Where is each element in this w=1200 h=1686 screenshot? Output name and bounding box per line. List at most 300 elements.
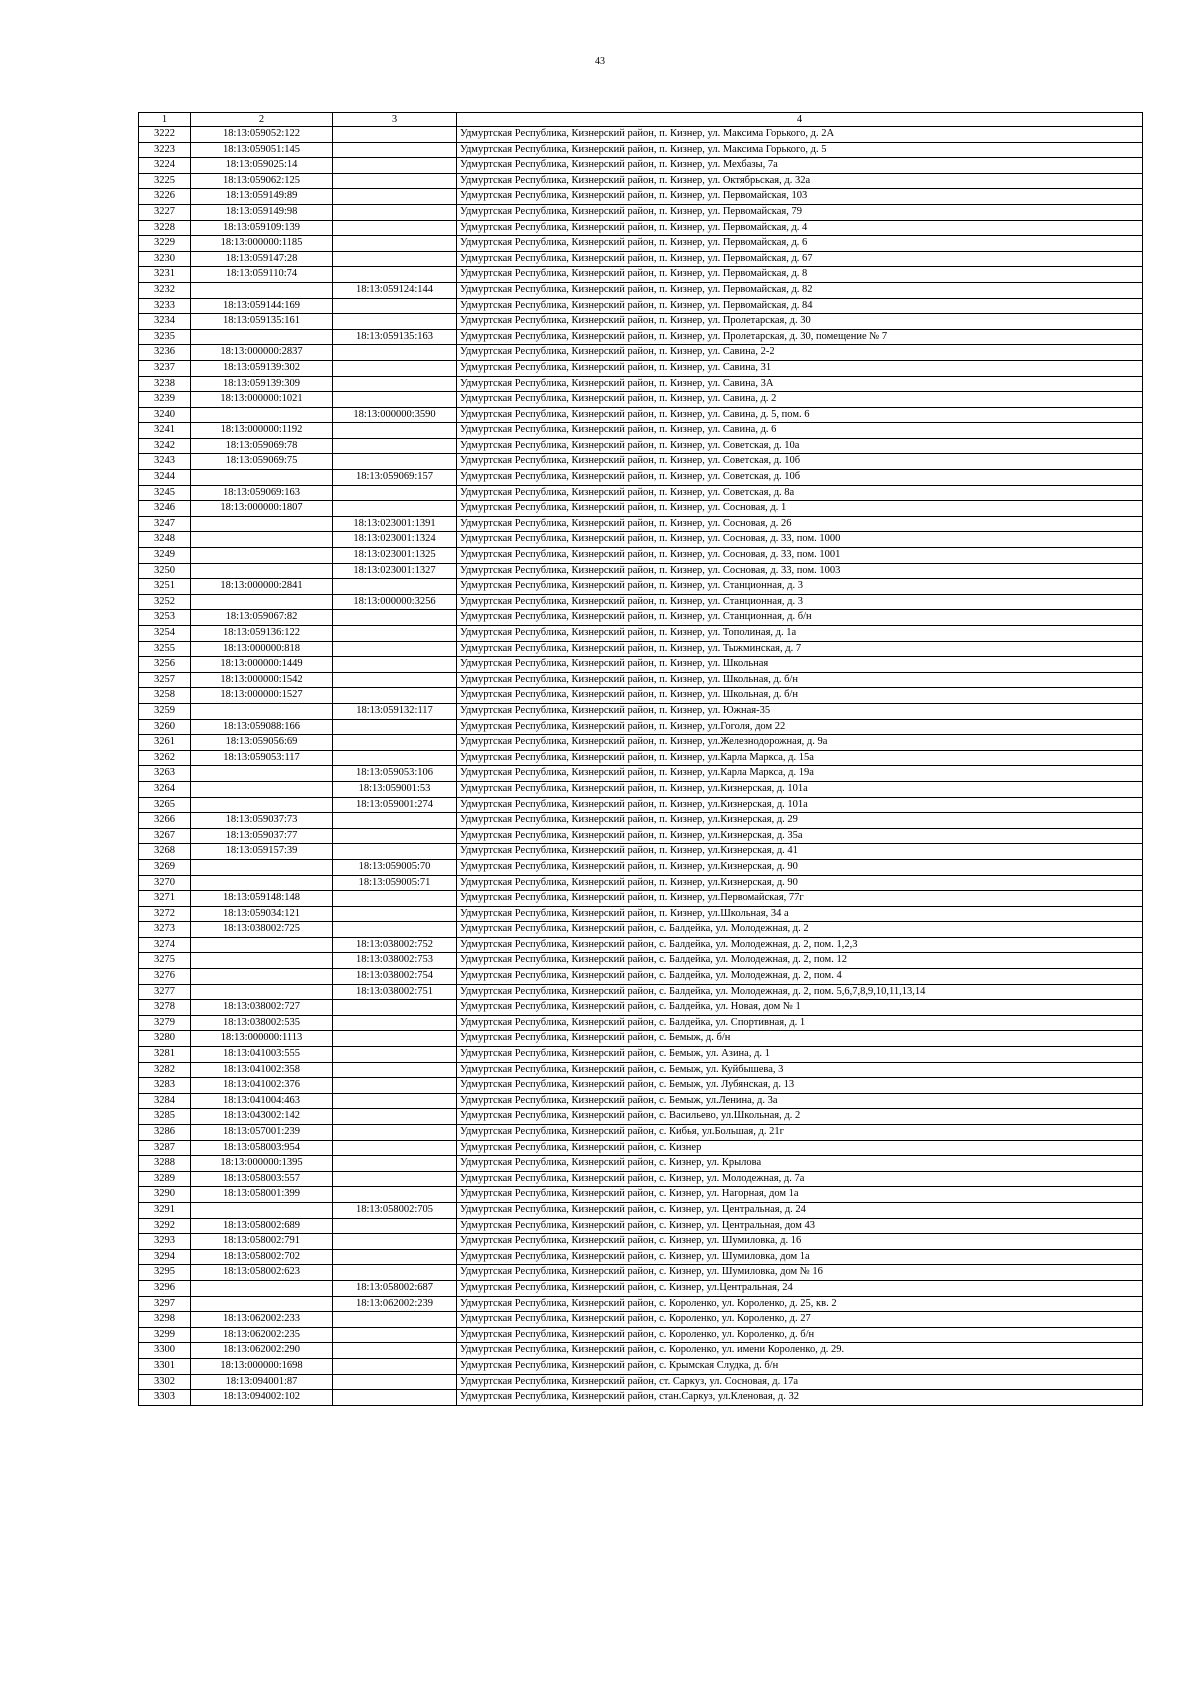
address-cell: Удмуртская Республика, Кизнерский район, с. Кизнер, ул. Шумиловка, д. 16 bbox=[457, 1234, 1143, 1250]
address-cell: Удмуртская Республика, Кизнерский район, п. Кизнер, ул. Сосновая, д. 33, пом. 1000 bbox=[457, 532, 1143, 548]
table-row bbox=[139, 797, 1143, 813]
table-row bbox=[139, 501, 1143, 517]
table-row bbox=[139, 548, 1143, 564]
cadastral-number-land-cell bbox=[191, 969, 333, 985]
cadastral-number-building-cell bbox=[333, 844, 457, 860]
table-row bbox=[139, 859, 1143, 875]
table-row bbox=[139, 844, 1143, 860]
cadastral-number-land-cell: 18:13:000000:818 bbox=[191, 641, 333, 657]
cadastral-number-building-cell bbox=[333, 438, 457, 454]
cadastral-number-land-cell: 18:13:058002:623 bbox=[191, 1265, 333, 1281]
table-row bbox=[139, 766, 1143, 782]
cadastral-number-land-cell: 18:13:059025:14 bbox=[191, 158, 333, 174]
address-cell: Удмуртская Республика, Кизнерский район, п. Кизнер, ул. Первомайская, д. 8 bbox=[457, 267, 1143, 283]
cadastral-number-building-cell: 18:13:059001:53 bbox=[333, 781, 457, 797]
cadastral-number-land-cell: 18:13:094001:87 bbox=[191, 1374, 333, 1390]
table-row bbox=[139, 594, 1143, 610]
cadastral-number-building-cell bbox=[333, 267, 457, 283]
address-cell: Удмуртская Республика, Кизнерский район, п. Кизнер, ул. Сосновая, д. 33, пом. 1001 bbox=[457, 548, 1143, 564]
table-row bbox=[139, 953, 1143, 969]
table-row bbox=[139, 267, 1143, 283]
address-cell: Удмуртская Республика, Кизнерский район, п. Кизнер, ул. Сосновая, д. 1 bbox=[457, 501, 1143, 517]
row-number-cell: 3269 bbox=[139, 859, 191, 875]
table-row bbox=[139, 329, 1143, 345]
cadastral-number-building-cell bbox=[333, 688, 457, 704]
address-cell: Удмуртская Республика, Кизнерский район, п. Кизнер, ул. Первомайская, д. 82 bbox=[457, 282, 1143, 298]
address-cell: Удмуртская Республика, Кизнерский район, п. Кизнер, ул. Сосновая, д. 26 bbox=[457, 516, 1143, 532]
table-row bbox=[139, 251, 1143, 267]
row-number-cell: 3270 bbox=[139, 875, 191, 891]
row-number-cell: 3258 bbox=[139, 688, 191, 704]
cadastral-number-land-cell: 18:13:000000:1113 bbox=[191, 1031, 333, 1047]
row-number-cell: 3301 bbox=[139, 1358, 191, 1374]
cadastral-number-building-cell bbox=[333, 1358, 457, 1374]
row-number-cell: 3227 bbox=[139, 204, 191, 220]
table-row bbox=[139, 579, 1143, 595]
cadastral-number-land-cell: 18:13:059051:145 bbox=[191, 142, 333, 158]
cadastral-number-land-cell: 18:13:058002:702 bbox=[191, 1249, 333, 1265]
row-number-cell: 3295 bbox=[139, 1265, 191, 1281]
cadastral-number-land-cell: 18:13:059147:28 bbox=[191, 251, 333, 267]
row-number-cell: 3281 bbox=[139, 1047, 191, 1063]
table-row bbox=[139, 1343, 1143, 1359]
cadastral-number-land-cell: 18:13:059052:122 bbox=[191, 127, 333, 143]
cadastral-number-land-cell: 18:13:059136:122 bbox=[191, 626, 333, 642]
cadastral-number-land-cell bbox=[191, 594, 333, 610]
cadastral-number-land-cell: 18:13:000000:1192 bbox=[191, 423, 333, 439]
cadastral-number-land-cell bbox=[191, 282, 333, 298]
column-header-3: 3 bbox=[333, 113, 457, 127]
cadastral-number-building-cell bbox=[333, 158, 457, 174]
cadastral-number-land-cell: 18:13:038002:725 bbox=[191, 922, 333, 938]
address-cell: Удмуртская Республика, Кизнерский район, с. Кизнер, ул.Центральная, 24 bbox=[457, 1280, 1143, 1296]
table-row bbox=[139, 1093, 1143, 1109]
address-cell: Удмуртская Республика, Кизнерский район, п. Кизнер, ул. Савина, д. 6 bbox=[457, 423, 1143, 439]
address-cell: Удмуртская Республика, Кизнерский район, п. Кизнер, ул. Тыжминская, д. 7 bbox=[457, 641, 1143, 657]
row-number-cell: 3300 bbox=[139, 1343, 191, 1359]
cadastral-number-building-cell bbox=[333, 127, 457, 143]
cadastral-number-building-cell: 18:13:038002:753 bbox=[333, 953, 457, 969]
cadastral-number-building-cell: 18:13:038002:751 bbox=[333, 984, 457, 1000]
cadastral-number-building-cell: 18:13:000000:3256 bbox=[333, 594, 457, 610]
cadastral-number-building-cell: 18:13:059132:117 bbox=[333, 703, 457, 719]
table-row bbox=[139, 735, 1143, 751]
table-row bbox=[139, 906, 1143, 922]
cadastral-number-land-cell: 18:13:000000:1185 bbox=[191, 236, 333, 252]
row-number-cell: 3260 bbox=[139, 719, 191, 735]
address-cell: Удмуртская Республика, Кизнерский район, с. Кизнер, ул. Центральная, д. 24 bbox=[457, 1202, 1143, 1218]
cadastral-number-building-cell bbox=[333, 1234, 457, 1250]
cadastral-number-building-cell bbox=[333, 922, 457, 938]
row-number-cell: 3287 bbox=[139, 1140, 191, 1156]
cadastral-number-building-cell bbox=[333, 735, 457, 751]
cadastral-number-land-cell bbox=[191, 953, 333, 969]
cadastral-number-building-cell bbox=[333, 501, 457, 517]
table-row bbox=[139, 1280, 1143, 1296]
cadastral-number-land-cell: 18:13:058002:791 bbox=[191, 1234, 333, 1250]
cadastral-number-building-cell: 18:13:038002:752 bbox=[333, 937, 457, 953]
table-row bbox=[139, 922, 1143, 938]
table-row bbox=[139, 781, 1143, 797]
cadastral-number-land-cell bbox=[191, 329, 333, 345]
cadastral-number-land-cell: 18:13:059056:69 bbox=[191, 735, 333, 751]
cadastral-number-building-cell: 18:13:023001:1391 bbox=[333, 516, 457, 532]
cadastral-number-land-cell: 18:13:059139:309 bbox=[191, 376, 333, 392]
cadastral-number-land-cell: 18:13:059088:166 bbox=[191, 719, 333, 735]
address-cell: Удмуртская Республика, Кизнерский район, с. Короленко, ул. Короленко, д. 27 bbox=[457, 1312, 1143, 1328]
cadastral-number-land-cell bbox=[191, 548, 333, 564]
row-number-cell: 3252 bbox=[139, 594, 191, 610]
address-cell: Удмуртская Республика, Кизнерский район, п. Кизнер, ул. Пролетарская, д. 30 bbox=[457, 314, 1143, 330]
row-number-cell: 3262 bbox=[139, 750, 191, 766]
row-number-cell: 3278 bbox=[139, 1000, 191, 1016]
row-number-cell: 3275 bbox=[139, 953, 191, 969]
address-cell: Удмуртская Республика, Кизнерский район, п. Кизнер, ул.Кизнерская, д. 35а bbox=[457, 828, 1143, 844]
table-row bbox=[139, 813, 1143, 829]
table-row bbox=[139, 610, 1143, 626]
address-cell: Удмуртская Республика, Кизнерский район, с. Балдейка, ул. Молодежная, д. 2, пом. 5,6,7,8,9,10,11,13,14 bbox=[457, 984, 1143, 1000]
row-number-cell: 3251 bbox=[139, 579, 191, 595]
table-row bbox=[139, 516, 1143, 532]
row-number-cell: 3240 bbox=[139, 407, 191, 423]
row-number-cell: 3280 bbox=[139, 1031, 191, 1047]
cadastral-number-land-cell bbox=[191, 875, 333, 891]
table-row bbox=[139, 984, 1143, 1000]
address-cell: Удмуртская Республика, Кизнерский район, с. Короленко, ул. Короленко, д. б/н bbox=[457, 1327, 1143, 1343]
row-number-cell: 3284 bbox=[139, 1093, 191, 1109]
cadastral-number-building-cell bbox=[333, 1000, 457, 1016]
table-row bbox=[139, 688, 1143, 704]
table-row bbox=[139, 1109, 1143, 1125]
cadastral-number-land-cell: 18:13:058003:557 bbox=[191, 1171, 333, 1187]
table-row bbox=[139, 626, 1143, 642]
table-row bbox=[139, 532, 1143, 548]
cadastral-number-building-cell bbox=[333, 626, 457, 642]
address-cell: Удмуртская Республика, Кизнерский район, п. Кизнер, ул. Школьная, д. б/н bbox=[457, 672, 1143, 688]
cadastral-number-land-cell: 18:13:062002:235 bbox=[191, 1327, 333, 1343]
table-row bbox=[139, 969, 1143, 985]
cadastral-number-land-cell: 18:13:059109:139 bbox=[191, 220, 333, 236]
address-cell: Удмуртская Республика, Кизнерский район, п. Кизнер, ул. Первомайская, д. 67 bbox=[457, 251, 1143, 267]
address-cell: Удмуртская Республика, Кизнерский район, с. Балдейка, ул. Новая, дом № 1 bbox=[457, 1000, 1143, 1016]
address-cell: Удмуртская Республика, Кизнерский район, с. Бемыж, ул. Азина, д. 1 bbox=[457, 1047, 1143, 1063]
cadastral-number-land-cell: 18:13:058001:399 bbox=[191, 1187, 333, 1203]
cadastral-number-building-cell: 18:13:059005:71 bbox=[333, 875, 457, 891]
cadastral-number-land-cell bbox=[191, 703, 333, 719]
cadastral-number-land-cell: 18:13:059069:163 bbox=[191, 485, 333, 501]
address-cell: Удмуртская Республика, Кизнерский район, с. Кизнер, ул. Нагорная, дом 1а bbox=[457, 1187, 1143, 1203]
cadastral-number-building-cell bbox=[333, 1187, 457, 1203]
row-number-cell: 3232 bbox=[139, 282, 191, 298]
table-row bbox=[139, 376, 1143, 392]
table-row bbox=[139, 672, 1143, 688]
cadastral-number-building-cell bbox=[333, 610, 457, 626]
table-row bbox=[139, 1218, 1143, 1234]
table-body bbox=[139, 127, 1143, 1406]
cadastral-number-land-cell: 18:13:059139:302 bbox=[191, 360, 333, 376]
cadastral-number-land-cell: 18:13:059148:148 bbox=[191, 891, 333, 907]
address-cell: Удмуртская Республика, Кизнерский район, п. Кизнер, ул. Савина, 2-2 bbox=[457, 345, 1143, 361]
address-cell: Удмуртская Республика, Кизнерский район, с. Крымская Слудка, д. б/н bbox=[457, 1358, 1143, 1374]
column-header-1: 1 bbox=[139, 113, 191, 127]
cadastral-number-building-cell bbox=[333, 298, 457, 314]
address-cell: Удмуртская Республика, Кизнерский район, с. Короленко, ул. Короленко, д. 25, кв. 2 bbox=[457, 1296, 1143, 1312]
row-number-cell: 3245 bbox=[139, 485, 191, 501]
cadastral-number-land-cell: 18:13:041002:358 bbox=[191, 1062, 333, 1078]
cadastral-number-land-cell: 18:13:059037:73 bbox=[191, 813, 333, 829]
address-cell: Удмуртская Республика, Кизнерский район, п. Кизнер, ул. Октябрьская, д. 32а bbox=[457, 173, 1143, 189]
registry-table bbox=[138, 112, 1143, 1406]
table-row bbox=[139, 1234, 1143, 1250]
cadastral-number-building-cell bbox=[333, 813, 457, 829]
address-cell: Удмуртская Республика, Кизнерский район, п. Кизнер, ул. Школьная, д. б/н bbox=[457, 688, 1143, 704]
address-cell: Удмуртская Республика, Кизнерский район, п. Кизнер, ул.Карла Маркса, д. 15а bbox=[457, 750, 1143, 766]
row-number-cell: 3272 bbox=[139, 906, 191, 922]
cadastral-number-land-cell: 18:13:000000:1698 bbox=[191, 1358, 333, 1374]
cadastral-number-land-cell: 18:13:059053:117 bbox=[191, 750, 333, 766]
cadastral-number-land-cell: 18:13:041004:463 bbox=[191, 1093, 333, 1109]
address-cell: Удмуртская Республика, Кизнерский район, с. Балдейка, ул. Молодежная, д. 2 bbox=[457, 922, 1143, 938]
cadastral-number-land-cell: 18:13:059144:169 bbox=[191, 298, 333, 314]
address-cell: Удмуртская Республика, Кизнерский район, п. Кизнер, ул. Тополиная, д. 1а bbox=[457, 626, 1143, 642]
address-cell: Удмуртская Республика, Кизнерский район, стан.Саркуз, ул.Кленовая, д. 32 bbox=[457, 1390, 1143, 1406]
cadastral-number-land-cell bbox=[191, 766, 333, 782]
row-number-cell: 3271 bbox=[139, 891, 191, 907]
row-number-cell: 3291 bbox=[139, 1202, 191, 1218]
cadastral-number-land-cell: 18:13:062002:290 bbox=[191, 1343, 333, 1359]
cadastral-number-building-cell: 18:13:023001:1324 bbox=[333, 532, 457, 548]
cadastral-number-building-cell: 18:13:038002:754 bbox=[333, 969, 457, 985]
row-number-cell: 3265 bbox=[139, 797, 191, 813]
cadastral-number-land-cell: 18:13:000000:1449 bbox=[191, 657, 333, 673]
row-number-cell: 3242 bbox=[139, 438, 191, 454]
cadastral-number-land-cell bbox=[191, 797, 333, 813]
cadastral-number-land-cell: 18:13:059062:125 bbox=[191, 173, 333, 189]
cadastral-number-building-cell: 18:13:059124:144 bbox=[333, 282, 457, 298]
table-row bbox=[139, 204, 1143, 220]
cadastral-number-building-cell bbox=[333, 1109, 457, 1125]
cadastral-number-building-cell: 18:13:059005:70 bbox=[333, 859, 457, 875]
row-number-cell: 3292 bbox=[139, 1218, 191, 1234]
cadastral-number-land-cell: 18:13:059149:98 bbox=[191, 204, 333, 220]
table-row bbox=[139, 298, 1143, 314]
row-number-cell: 3228 bbox=[139, 220, 191, 236]
address-cell: Удмуртская Республика, Кизнерский район, п. Кизнер, ул.Железнодорожная, д. 9а bbox=[457, 735, 1143, 751]
cadastral-number-building-cell bbox=[333, 828, 457, 844]
row-number-cell: 3230 bbox=[139, 251, 191, 267]
row-number-cell: 3231 bbox=[139, 267, 191, 283]
address-cell: Удмуртская Республика, Кизнерский район, с. Кибья, ул.Большая, д. 21г bbox=[457, 1125, 1143, 1141]
address-cell: Удмуртская Республика, Кизнерский район, с. Балдейка, ул. Молодежная, д. 2, пом. 1,2,3 bbox=[457, 937, 1143, 953]
cadastral-number-land-cell: 18:13:000000:2837 bbox=[191, 345, 333, 361]
address-cell: Удмуртская Республика, Кизнерский район, п. Кизнер, ул. Мехбазы, 7а bbox=[457, 158, 1143, 174]
address-cell: Удмуртская Республика, Кизнерский район, п. Кизнер, ул.Кизнерская, д. 90 bbox=[457, 875, 1143, 891]
table-row bbox=[139, 1125, 1143, 1141]
address-cell: Удмуртская Республика, Кизнерский район, с. Бемыж, ул. Куйбышева, 3 bbox=[457, 1062, 1143, 1078]
row-number-cell: 3239 bbox=[139, 392, 191, 408]
cadastral-number-land-cell: 18:13:038002:727 bbox=[191, 1000, 333, 1016]
cadastral-number-building-cell: 18:13:059001:274 bbox=[333, 797, 457, 813]
row-number-cell: 3222 bbox=[139, 127, 191, 143]
table-row bbox=[139, 485, 1143, 501]
address-cell: Удмуртская Республика, Кизнерский район, с. Кизнер, ул. Крылова bbox=[457, 1156, 1143, 1172]
header-row bbox=[139, 113, 1143, 127]
cadastral-number-building-cell bbox=[333, 423, 457, 439]
address-cell: Удмуртская Республика, Кизнерский район, п. Кизнер, ул.Кизнерская, д. 90 bbox=[457, 859, 1143, 875]
address-cell: Удмуртская Республика, Кизнерский район, с. Кизнер, ул. Шумиловка, дом № 16 bbox=[457, 1265, 1143, 1281]
cadastral-number-land-cell bbox=[191, 859, 333, 875]
cadastral-number-land-cell: 18:13:000000:1527 bbox=[191, 688, 333, 704]
address-cell: Удмуртская Республика, Кизнерский район, п. Кизнер, ул. Савина, д. 2 bbox=[457, 392, 1143, 408]
table-row bbox=[139, 236, 1143, 252]
address-cell: Удмуртская Республика, Кизнерский район, п. Кизнер, ул.Кизнерская, д. 41 bbox=[457, 844, 1143, 860]
cadastral-number-building-cell bbox=[333, 485, 457, 501]
cadastral-number-building-cell bbox=[333, 1312, 457, 1328]
table-row bbox=[139, 1171, 1143, 1187]
address-cell: Удмуртская Республика, Кизнерский район, с. Васильево, ул.Школьная, д. 2 bbox=[457, 1109, 1143, 1125]
address-cell: Удмуртская Республика, Кизнерский район, п. Кизнер, ул. Советская, д. 10б bbox=[457, 454, 1143, 470]
address-cell: Удмуртская Республика, Кизнерский район, п. Кизнер, ул. Савина, д. 5, пом. 6 bbox=[457, 407, 1143, 423]
cadastral-number-land-cell: 18:13:000000:1395 bbox=[191, 1156, 333, 1172]
column-header-4: 4 bbox=[457, 113, 1143, 127]
row-number-cell: 3296 bbox=[139, 1280, 191, 1296]
row-number-cell: 3298 bbox=[139, 1312, 191, 1328]
row-number-cell: 3274 bbox=[139, 937, 191, 953]
row-number-cell: 3223 bbox=[139, 142, 191, 158]
table-row bbox=[139, 189, 1143, 205]
cadastral-number-land-cell: 18:13:059034:121 bbox=[191, 906, 333, 922]
row-number-cell: 3235 bbox=[139, 329, 191, 345]
row-number-cell: 3229 bbox=[139, 236, 191, 252]
cadastral-number-land-cell: 18:13:038002:535 bbox=[191, 1015, 333, 1031]
cadastral-number-building-cell bbox=[333, 1374, 457, 1390]
row-number-cell: 3279 bbox=[139, 1015, 191, 1031]
table-row bbox=[139, 1390, 1143, 1406]
row-number-cell: 3267 bbox=[139, 828, 191, 844]
cadastral-number-land-cell: 18:13:041003:555 bbox=[191, 1047, 333, 1063]
table-row bbox=[139, 891, 1143, 907]
cadastral-number-land-cell: 18:13:000000:1807 bbox=[191, 501, 333, 517]
table-row bbox=[139, 1358, 1143, 1374]
row-number-cell: 3241 bbox=[139, 423, 191, 439]
row-number-cell: 3249 bbox=[139, 548, 191, 564]
cadastral-number-building-cell bbox=[333, 1171, 457, 1187]
row-number-cell: 3247 bbox=[139, 516, 191, 532]
row-number-cell: 3297 bbox=[139, 1296, 191, 1312]
row-number-cell: 3253 bbox=[139, 610, 191, 626]
address-cell: Удмуртская Республика, Кизнерский район, п. Кизнер, ул. Савина, 31 bbox=[457, 360, 1143, 376]
row-number-cell: 3302 bbox=[139, 1374, 191, 1390]
cadastral-number-land-cell bbox=[191, 984, 333, 1000]
table-row bbox=[139, 1202, 1143, 1218]
table-row bbox=[139, 470, 1143, 486]
address-cell: Удмуртская Республика, Кизнерский район, п. Кизнер, ул.Школьная, 34 а bbox=[457, 906, 1143, 922]
cadastral-number-land-cell: 18:13:043002:142 bbox=[191, 1109, 333, 1125]
cadastral-number-building-cell: 18:13:023001:1325 bbox=[333, 548, 457, 564]
address-cell: Удмуртская Республика, Кизнерский район, п. Кизнер, ул. Советская, д. 10а bbox=[457, 438, 1143, 454]
cadastral-number-land-cell: 18:13:059157:39 bbox=[191, 844, 333, 860]
cadastral-number-building-cell bbox=[333, 392, 457, 408]
cadastral-number-building-cell bbox=[333, 1140, 457, 1156]
cadastral-number-land-cell: 18:13:000000:2841 bbox=[191, 579, 333, 595]
table-row bbox=[139, 1374, 1143, 1390]
cadastral-number-land-cell: 18:13:057001:239 bbox=[191, 1125, 333, 1141]
row-number-cell: 3246 bbox=[139, 501, 191, 517]
cadastral-number-land-cell: 18:13:059110:74 bbox=[191, 267, 333, 283]
table-row bbox=[139, 1327, 1143, 1343]
row-number-cell: 3283 bbox=[139, 1078, 191, 1094]
cadastral-number-building-cell: 18:13:059053:106 bbox=[333, 766, 457, 782]
address-cell: Удмуртская Республика, Кизнерский район, ст. Саркуз, ул. Сосновая, д. 17а bbox=[457, 1374, 1143, 1390]
row-number-cell: 3236 bbox=[139, 345, 191, 361]
cadastral-number-land-cell: 18:13:058003:954 bbox=[191, 1140, 333, 1156]
table-row bbox=[139, 1265, 1143, 1281]
page-number: 43 bbox=[595, 56, 605, 67]
cadastral-number-land-cell: 18:13:000000:1021 bbox=[191, 392, 333, 408]
table-row bbox=[139, 1312, 1143, 1328]
row-number-cell: 3277 bbox=[139, 984, 191, 1000]
cadastral-number-building-cell bbox=[333, 1343, 457, 1359]
cadastral-number-building-cell bbox=[333, 1265, 457, 1281]
cadastral-number-land-cell bbox=[191, 1280, 333, 1296]
cadastral-number-building-cell bbox=[333, 251, 457, 267]
row-number-cell: 3273 bbox=[139, 922, 191, 938]
address-cell: Удмуртская Республика, Кизнерский район, п. Кизнер, ул.Кизнерская, д. 29 bbox=[457, 813, 1143, 829]
table-row bbox=[139, 454, 1143, 470]
row-number-cell: 3225 bbox=[139, 173, 191, 189]
address-cell: Удмуртская Республика, Кизнерский район, п. Кизнер, ул. Станционная, д. 3 bbox=[457, 579, 1143, 595]
cadastral-number-land-cell: 18:13:000000:1542 bbox=[191, 672, 333, 688]
cadastral-number-building-cell bbox=[333, 1093, 457, 1109]
row-number-cell: 3303 bbox=[139, 1390, 191, 1406]
cadastral-number-building-cell bbox=[333, 360, 457, 376]
table-row bbox=[139, 438, 1143, 454]
table-row bbox=[139, 1187, 1143, 1203]
table-row bbox=[139, 641, 1143, 657]
address-cell: Удмуртская Республика, Кизнерский район, п. Кизнер, ул. Первомайская, д. 6 bbox=[457, 236, 1143, 252]
table-row bbox=[139, 1015, 1143, 1031]
cadastral-number-building-cell bbox=[333, 236, 457, 252]
address-cell: Удмуртская Республика, Кизнерский район, с. Балдейка, ул. Спортивная, д. 1 bbox=[457, 1015, 1143, 1031]
cadastral-number-building-cell bbox=[333, 891, 457, 907]
table-row bbox=[139, 657, 1143, 673]
cadastral-number-land-cell: 18:13:059069:75 bbox=[191, 454, 333, 470]
address-cell: Удмуртская Республика, Кизнерский район, п. Кизнер, ул. Южная-35 bbox=[457, 703, 1143, 719]
table-row bbox=[139, 1078, 1143, 1094]
row-number-cell: 3266 bbox=[139, 813, 191, 829]
table-row bbox=[139, 719, 1143, 735]
address-cell: Удмуртская Республика, Кизнерский район, п. Кизнер, ул. Первомайская, д. 4 bbox=[457, 220, 1143, 236]
cadastral-number-building-cell bbox=[333, 204, 457, 220]
row-number-cell: 3243 bbox=[139, 454, 191, 470]
address-cell: Удмуртская Республика, Кизнерский район, п. Кизнер, ул. Первомайская, 103 bbox=[457, 189, 1143, 205]
cadastral-number-building-cell bbox=[333, 719, 457, 735]
address-cell: Удмуртская Республика, Кизнерский район, п. Кизнер, ул. Первомайская, 79 bbox=[457, 204, 1143, 220]
cadastral-number-building-cell bbox=[333, 1327, 457, 1343]
address-cell: Удмуртская Республика, Кизнерский район, п. Кизнер, ул. Станционная, д. б/н bbox=[457, 610, 1143, 626]
address-cell: Удмуртская Республика, Кизнерский район, с. Балдейка, ул. Молодежная, д. 2, пом. 12 bbox=[457, 953, 1143, 969]
cadastral-number-building-cell bbox=[333, 376, 457, 392]
address-cell: Удмуртская Республика, Кизнерский район, п. Кизнер, ул. Максима Горького, д. 2А bbox=[457, 127, 1143, 143]
table-row bbox=[139, 828, 1143, 844]
address-cell: Удмуртская Республика, Кизнерский район, п. Кизнер, ул. Советская, д. 8а bbox=[457, 485, 1143, 501]
row-number-cell: 3293 bbox=[139, 1234, 191, 1250]
row-number-cell: 3250 bbox=[139, 563, 191, 579]
table-row bbox=[139, 1249, 1143, 1265]
row-number-cell: 3233 bbox=[139, 298, 191, 314]
cadastral-number-land-cell: 18:13:062002:233 bbox=[191, 1312, 333, 1328]
address-cell: Удмуртская Республика, Кизнерский район, п. Кизнер, ул. Максима Горького, д. 5 bbox=[457, 142, 1143, 158]
